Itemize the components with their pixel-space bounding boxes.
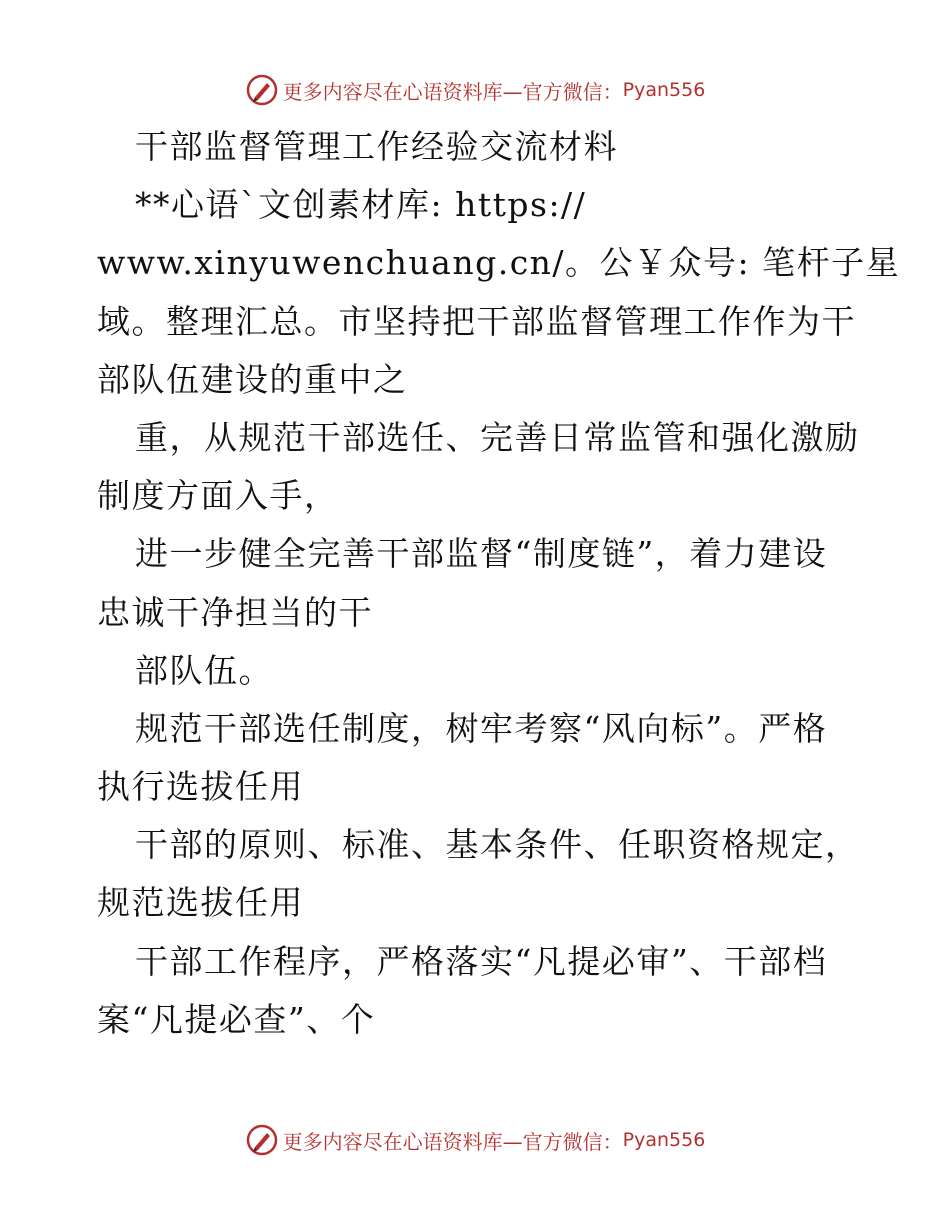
paragraph-line: 制度方面入手， [97, 476, 339, 516]
banner-site-text: 更多内容尽在心语资料库—官方微信： [282, 1129, 623, 1154]
banner-site-text: 更多内容尽在心语资料库—官方微信： [282, 79, 623, 104]
banner-wechat-id: Pyan556 [622, 79, 706, 101]
paragraph-line: **心语`文创素材库: https:// [135, 185, 587, 225]
pen-logo-icon [245, 73, 279, 107]
paragraph-line: 干部工作程序，严格落实“凡提必审”、干部档 [135, 941, 828, 981]
paragraph-line: 干部的原则、标准、基本条件、任职资格规定， [135, 825, 860, 865]
paragraph-line: 部队伍建设的重中之 [97, 359, 408, 399]
paragraph-line: 规范选拔任用 [97, 883, 304, 923]
document-body [97, 118, 901, 1049]
paragraph-line: 重，从规范干部选任、完善日常监管和强化激励 [135, 417, 860, 457]
banner-wechat-id: Pyan556 [622, 1129, 706, 1151]
paragraph-line: 案“凡提必查”、个 [97, 999, 376, 1039]
paragraph-line: 进一步健全完善干部监督“制度链”，着力建设 [135, 534, 828, 574]
paragraph-line: 干部监督管理工作经验交流材料 [135, 127, 618, 166]
paragraph-line: www.xinyuwenchuang.cn/。公￥众号: 笔杆子星 [97, 243, 901, 283]
pen-logo-icon [245, 1123, 279, 1157]
paragraph-line: 执行选拔任用 [97, 767, 304, 807]
footer-watermark-banner [0, 1120, 950, 1160]
header-watermark-banner [0, 70, 950, 110]
paragraph-line: 部队伍。 [135, 650, 273, 690]
paragraph-line: 域。整理汇总。市坚持把干部监督管理工作作为干 [97, 301, 856, 341]
paragraph-line: 忠诚干净担当的干 [97, 592, 373, 632]
paragraph-line: 规范干部选任制度，树牢考察“风向标”。严格 [135, 708, 828, 748]
